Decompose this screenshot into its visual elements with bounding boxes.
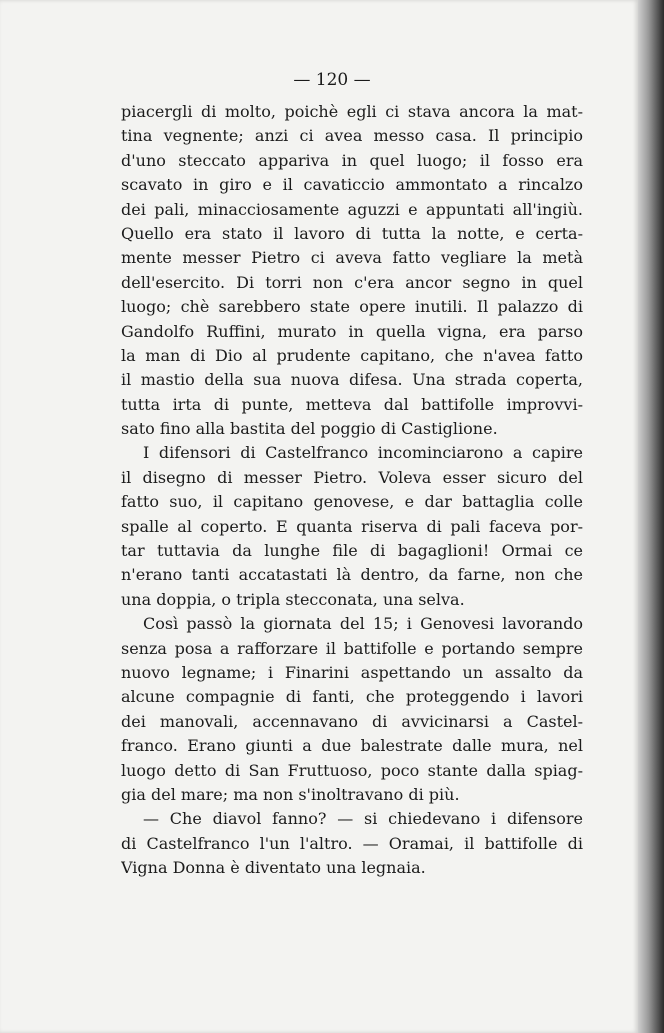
- text-line: scavato in giro e il cavaticcio ammontato a rincalzo: [121, 175, 583, 195]
- text-line: gia del mare; ma non s'inoltravano di più.: [121, 784, 460, 804]
- text-line: senza posa a rafforzare il battifolle e portando sempre: [121, 638, 583, 658]
- text-line: Così passò la giornata del 15; i Genovesi lavorando: [143, 614, 583, 634]
- text-line: dei pali, minacciosamente aguzzi e appuntati all'ingiù.: [121, 199, 583, 219]
- body-text: [121, 100, 583, 881]
- text-line: sato fino alla bastita del poggio di Castiglione.: [121, 419, 498, 439]
- text-line: nuovo legname; i Finarini aspettando un assalto da: [121, 662, 583, 682]
- text-line: tar tuttavia da lunghe file di bagaglioni! Ormai ce: [121, 541, 583, 561]
- text-line: luogo detto di San Fruttuoso, poco stante dalla spiag-: [121, 760, 583, 780]
- text-line: — Che diavol fanno? — si chiedevano i difensore: [143, 809, 583, 829]
- text-line: dei manovali, accennavano di avvicinarsi a Castel-: [121, 711, 583, 731]
- text-line: luogo; chè sarebbero state opere inutili. Il palazzo di: [121, 297, 583, 317]
- text-line: franco. Erano giunti a due balestrate dalle mura, nel: [121, 736, 583, 756]
- text-line: dell'esercito. Di torri non c'era ancor segno in quel: [121, 272, 583, 292]
- text-line: alcune compagnie di fanti, che proteggendo i lavori: [121, 687, 583, 707]
- text-line: I difensori di Castelfranco incominciarono a capire: [143, 443, 583, 463]
- text-line: il mastio della sua nuova difesa. Una strada coperta,: [121, 370, 583, 390]
- text-line: una doppia, o tripla stecconata, una selva.: [121, 589, 465, 609]
- text-line: spalle al coperto. E quanta riserva di pali faceva por-: [121, 516, 583, 536]
- text-line: piacergli di molto, poichè egli ci stava ancora la mat-: [121, 102, 583, 121]
- text-line: tutta irta di punte, metteva dal battifolle improvvi-: [121, 394, 583, 414]
- text-line: d'uno steccato appariva in quel luogo; il fosso era: [121, 150, 583, 170]
- text-line: Quello era stato il lavoro di tutta la notte, e certa-: [121, 223, 583, 243]
- text-line: di Castelfranco l'un l'altro. — Oramai, il battifolle di: [121, 833, 583, 853]
- text-line: mente messer Pietro ci aveva fatto vegliare la metà: [121, 248, 583, 268]
- text-line: Vigna Donna è diventato una legnaia.: [121, 858, 426, 878]
- text-line: tina vegnente; anzi ci avea messo casa. Il principio: [121, 126, 583, 146]
- text-line: fatto suo, il capitano genovese, e dar battaglia colle: [121, 492, 583, 512]
- text-line: n'erano tanti accatastati là dentro, da farne, non che: [121, 565, 583, 585]
- text-line: Gandolfo Ruffini, murato in quella vigna, era parso: [121, 321, 583, 341]
- page-edge-shadow: [638, 0, 664, 1033]
- text-line: la man di Dio al prudente capitano, che n'avea fatto: [121, 345, 583, 365]
- page-number: — 120 —: [293, 70, 371, 90]
- text-line: il disegno di messer Pietro. Voleva esser sicuro del: [121, 467, 583, 487]
